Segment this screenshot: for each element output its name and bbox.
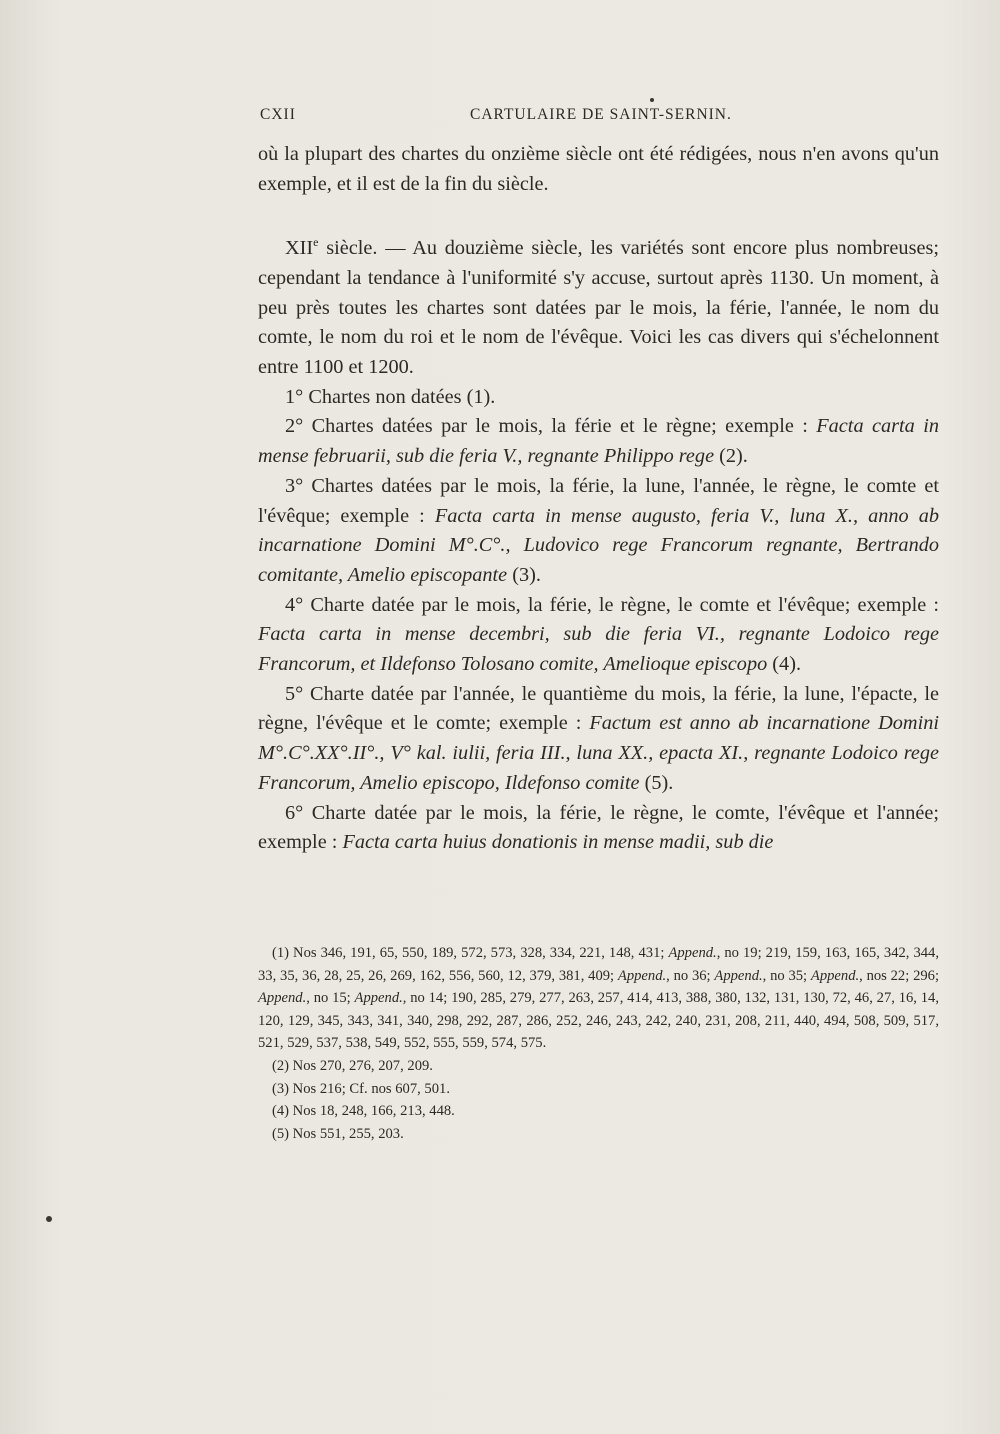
paragraph-twelfth-century: XIIe siècle. — Au douzième siècle, les variétés sont encore plus nombreuses; cependant la tendance à l'uniformité s'y accuse, surtout après 1130. Un moment, à peu près toutes les chartes sont datées par le mois, la férie, l'année, le nom du comte, le nom du roi et le nom de l'évêque. Voici les cas divers qui s'échelonnent entre 1100 et 1200.: [258, 235, 939, 378]
running-title: CARTULAIRE DE SAINT-SERNIN.: [470, 106, 732, 123]
footnotes: [258, 942, 939, 1145]
item-2: 2° Chartes datées par le mois, la férie et le règne; exemple : Facta carta in mense februarii, sub die feria V., regnante Philippo rege (2).: [258, 415, 939, 468]
footnote-5: (5) Nos 551, 255, 203.: [272, 1125, 404, 1142]
footnote-3: (3) Nos 216; Cf. nos 607, 501.: [272, 1080, 450, 1097]
paragraph-continued: où la plupart des chartes du onzième siècle ont été rédigées, nous n'en avons qu'un exemple, et il est de la fin du siècle.: [258, 143, 939, 195]
item-1: 1° Chartes non datées (1).: [285, 385, 496, 408]
item-6: 6° Charte datée par le mois, la férie, le règne, le comte, l'évêque et l'année; exemple : Facta carta huius donationis in mense madii, sub die: [258, 801, 939, 854]
item-3: 3° Chartes datées par le mois, la férie, la lune, l'année, le règne, le comte et l'évêque; exemple : Facta carta in mense augusto, feria V., luna X., anno ab incarnatione Domini M°.C°., Ludovico rege Francorum regnante, Bertrando comitante, Amelio episcopante (3).: [258, 474, 939, 586]
page-header: [260, 106, 938, 130]
footnote-4: (4) Nos 18, 248, 166, 213, 448.: [272, 1103, 455, 1120]
folio-number: CXII: [260, 106, 296, 123]
item-5: 5° Charte datée par l'année, le quantième du mois, la férie, la lune, l'épacte, le règne, l'évêque et le comte; exemple : Factum est anno ab incarnatione Domini M°.C°.XX°.II°., V° kal. iulii, feria III., luna XX., epacta XI., regnante Lodoico rege Francorum, Amelio episcopo, Ildefonso comite (5).: [258, 682, 939, 794]
footnote-2: (2) Nos 270, 276, 207, 209.: [272, 1057, 433, 1074]
ink-speck: [650, 98, 654, 102]
main-text: [258, 140, 939, 858]
ink-speck: [46, 1216, 52, 1222]
item-4: 4° Charte datée par le mois, la férie, le règne, le comte et l'évêque; exemple : Facta carta in mense decembri, sub die feria VI., regnante Lodoico rege Francorum, et Ildefonso Tolosano comite, Amelioque episcopo (4).: [258, 593, 939, 676]
footnote-1: (1) Nos 346, 191, 65, 550, 189, 572, 573, 328, 334, 221, 148, 431; Append., no 19; 219, 159, 163, 165, 342, 344, 33, 35, 36, 28, 25, 26, 269, 162, 556, 560, 12, 379, 381, 409; Append., no 36; Append., no 35; Append., nos 22; 296; Append., no 15; Append., no 14; 190, 285, 279, 277, 263, 257, 414, 413, 388, 380, 132, 131, 130, 72, 46, 27, 16, 14, 120, 129, 345, 343, 341, 340, 298, 292, 287, 286, 252, 246, 243, 242, 240, 231, 208, 211, 440, 494, 508, 509, 517, 521, 529, 537, 538, 549, 552, 555, 559, 574, 575.: [258, 945, 940, 1052]
